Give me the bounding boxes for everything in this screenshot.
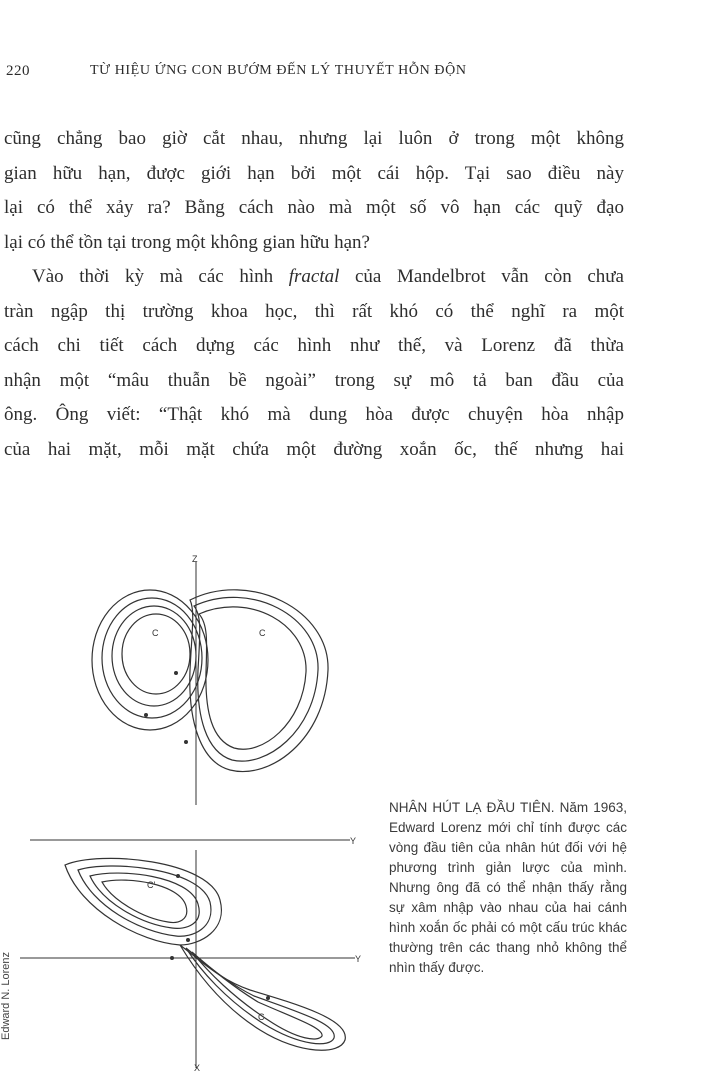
attractor-top-right-wing (190, 590, 328, 772)
text-line: nhận một “mâu thuẫn bề ngoài” trong sự mô tả ban đầu của (4, 369, 624, 391)
trajectory-point (266, 996, 270, 1000)
trajectory-point (170, 956, 174, 960)
text-line: tràn ngập thị trường khoa học, thì rất khó có thể nghĩ ra một (4, 300, 624, 322)
text-line: lại có thể tồn tại trong một không gian hữu hạn? (4, 231, 370, 253)
trajectory-point (176, 874, 180, 878)
attractor-bottom-lower-loops (180, 945, 345, 1050)
point-label: C (258, 1012, 265, 1022)
text-line: lại có thể xảy ra? Bằng cách nào mà một số vô hạn các quỹ đạo (4, 197, 624, 218)
trajectory-point (144, 713, 148, 717)
trajectory-point (184, 740, 188, 744)
axis-label-z: Z (192, 554, 198, 564)
running-head: TỪ HIỆU ỨNG CON BƯỚM ĐẾN LÝ THUYẾT HỖN ĐỘN (90, 63, 467, 78)
image-credit: Edward N. Lorenz (0, 951, 12, 1040)
attractor-bottom-upper-loops (65, 858, 221, 945)
text-line: cách chi tiết cách dựng các hình như thế, và Lorenz đã thừa (4, 335, 624, 356)
text-line: của hai mặt, mỗi mặt chứa một đường xoắn ốc, thế nhưng hai (4, 438, 624, 460)
point-label: C (152, 628, 159, 638)
trajectory-point (186, 938, 190, 942)
point-label: C' (147, 880, 156, 890)
figure-caption: NHÂN HÚT LẠ ĐẦU TIÊN. Năm 1963, Edward Lorenz mới chỉ tính được các vòng đầu tiên của nhân hút đối với hệ phương trình giản lược của mình. Nhưng ông đã có thể nhận thấy rằng sự xâm nhập vào nhau của hai cánh hình xoắn ốc phải có một cấu trúc khác thường trên các thang nhỏ không thể nhìn thấy được. (389, 800, 627, 975)
text-line: cũng chẳng bao giờ cắt nhau, nhưng lại luôn ở trong một không (4, 128, 624, 149)
axis-label-y: Y (355, 954, 362, 964)
axis-label-x: X (194, 1063, 201, 1072)
paragraph-first-line (4, 260, 624, 295)
point-label: C (259, 628, 266, 638)
text-span: Vào thời kỳ mà các hình (32, 266, 289, 287)
text-line: gian hữu hạn, được giới hạn bởi một cái hộp. Tại sao điều này (4, 162, 624, 184)
lorenz-attractor-figure (0, 550, 380, 1072)
axis-label-y: Y (350, 836, 357, 846)
italic-term: fractal (288, 266, 340, 287)
page-number: 220 (6, 63, 30, 79)
trajectory-point (174, 671, 178, 675)
body-text (4, 122, 624, 467)
text-line: ông. Ông viết: “Thật khó mà dung hòa được chuyện hòa nhập (4, 404, 624, 425)
text-span: của Mandelbrot vẫn còn chưa (339, 266, 624, 287)
